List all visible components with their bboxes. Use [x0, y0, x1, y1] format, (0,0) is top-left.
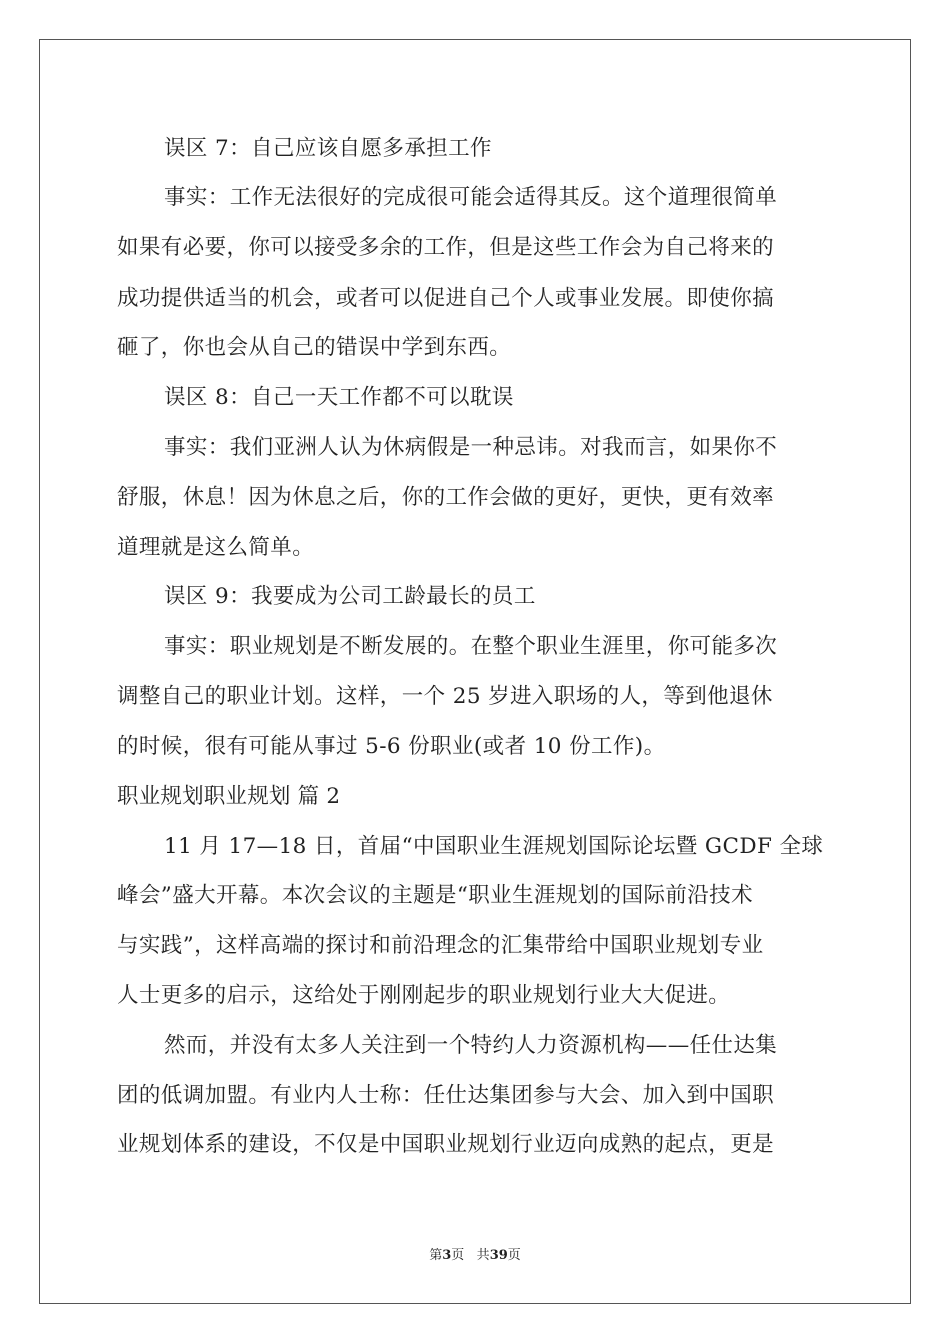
paragraph-line: 调整自己的职业计划。这样，一个 25 岁进入职场的人，等到他退休 [117, 684, 773, 709]
page-number: 3 [442, 1248, 452, 1263]
paragraph-line: 的时候，很有可能从事过 5-6 份职业(或者 10 份工作)。 [117, 734, 666, 759]
paragraph-line: 事实：职业规划是不断发展的。在整个职业生涯里，你可能多次 [164, 634, 778, 659]
heading-myth-9: 误区 9：我要成为公司工龄最长的员工 [164, 584, 536, 609]
total-pages: 39 [489, 1248, 508, 1263]
paragraph-line: 道理就是这么简单。 [117, 535, 315, 560]
paragraph-line: 与实践”，这样高端的探讨和前沿理念的汇集带给中国职业规划专业 [117, 933, 764, 958]
total-prefix: 共 [476, 1248, 490, 1263]
paragraph-line: 砸了，你也会从自己的错误中学到东西。 [117, 335, 512, 360]
paragraph-line: 团的低调加盟。有业内人士称：任仕达集团参与大会、加入到中国职 [117, 1083, 775, 1108]
paragraph-line: 业规划体系的建设，不仅是中国职业规划行业迈向成熟的起点，更是 [117, 1132, 775, 1157]
paragraph-line: 峰会”盛大开幕。本次会议的主题是“职业生涯规划的国际前沿技术 [117, 883, 753, 908]
paragraph-line: 成功提供适当的机会，或者可以促进自己个人或事业发展。即使你搞 [117, 286, 775, 311]
section-title: 职业规划职业规划 篇 2 [117, 784, 341, 809]
heading-myth-8: 误区 8：自己一天工作都不可以耽误 [164, 385, 514, 410]
paragraph-line: 然而，并没有太多人关注到一个特约人力资源机构——任仕达集 [164, 1033, 778, 1058]
page-suffix: 页 [451, 1248, 465, 1263]
page-footer [0, 1244, 950, 1263]
paragraph-line: 舒服，休息！因为休息之后，你的工作会做的更好，更快，更有效率 [117, 485, 775, 510]
paragraph-line: 11 月 17—18 日，首届“中国职业生涯规划国际论坛暨 GCDF 全球 [164, 834, 824, 859]
paragraph-line: 事实：工作无法很好的完成很可能会适得其反。这个道理很简单 [164, 185, 778, 210]
heading-myth-7: 误区 7：自己应该自愿多承担工作 [164, 136, 492, 161]
total-suffix: 页 [507, 1248, 521, 1263]
paragraph-line: 如果有必要，你可以接受多余的工作，但是这些工作会为自己将来的 [117, 235, 775, 260]
paragraph-line: 事实：我们亚洲人认为休病假是一种忌讳。对我而言，如果你不 [164, 435, 778, 460]
page-prefix: 第 [429, 1248, 443, 1263]
page-border [39, 39, 911, 1304]
paragraph-line: 人士更多的启示，这给处于刚刚起步的职业规划行业大大促进。 [117, 983, 731, 1008]
